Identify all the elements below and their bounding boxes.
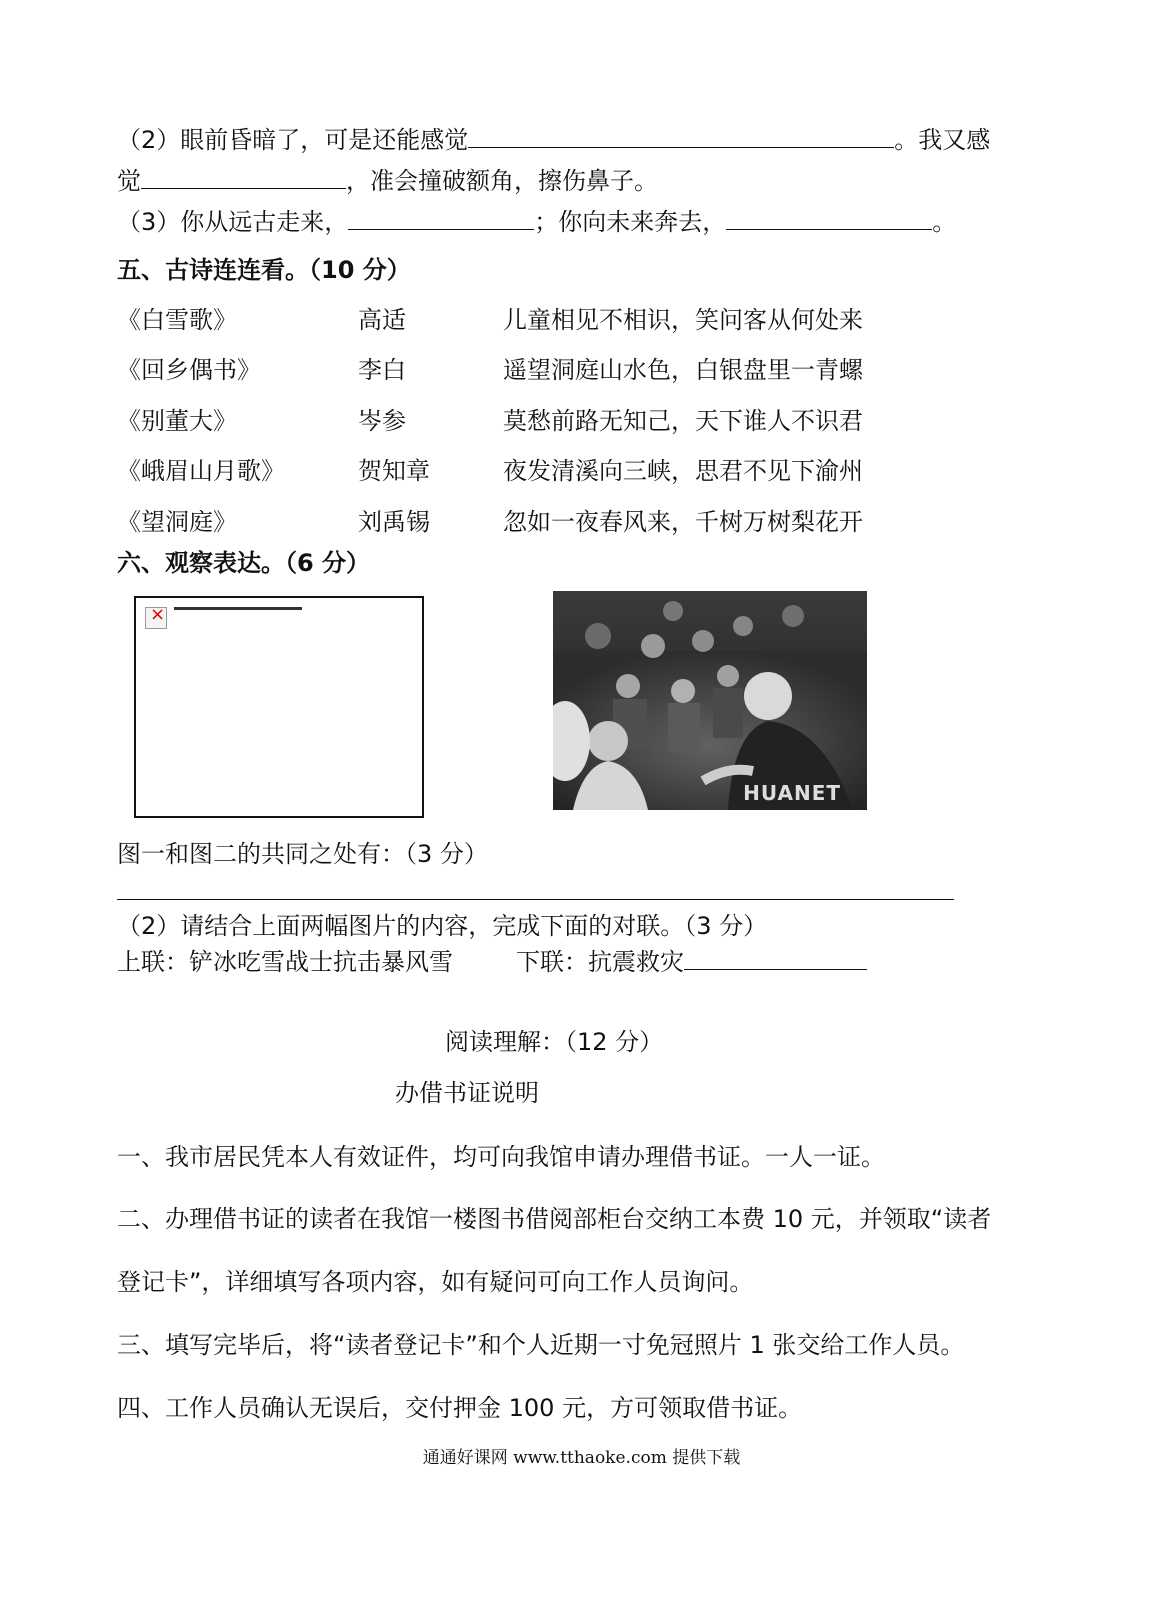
question-4-3 — [117, 205, 956, 239]
answer-blank[interactable] — [684, 945, 867, 970]
poem-author: 岑参 — [358, 407, 406, 435]
poem-verse: 莫愁前路无知己，天下谁人不识君 — [503, 407, 863, 435]
poem-author: 李白 — [358, 356, 406, 384]
answer-blank[interactable] — [348, 205, 534, 230]
poem-author: 贺知章 — [358, 457, 430, 485]
photo-2-image — [553, 591, 867, 810]
reading-item: 登记卡”，详细填写各项内容，如有疑问可向工作人员询问。 — [117, 1268, 754, 1296]
answer-blank[interactable] — [726, 205, 932, 230]
answer-blank[interactable] — [141, 164, 346, 189]
couplet-down-label: 下联：抗震救灾 — [516, 948, 684, 976]
section6-heading: 六、观察表达。（6 分） — [117, 549, 371, 577]
reading-title: 阅读理解：（12 分） — [445, 1028, 664, 1056]
poem-verse: 忽如一夜春风来，千树万树梨花开 — [503, 508, 863, 536]
question-6-1: 图一和图二的共同之处有：（3 分） — [117, 840, 488, 868]
poem-title: 《望洞庭》 — [117, 508, 237, 536]
reading-item: 三、填写完毕后，将“读者登记卡”和个人近期一寸免冠照片 1 张交给工作人员。 — [117, 1331, 965, 1359]
page-footer: 通通好课网 www.tthaoke.com 提供下载 — [422, 1448, 741, 1468]
q2-suffix: 。我又感 — [894, 126, 991, 154]
couplet-up: 上联：铲冰吃雪战士抗击暴风雪 — [117, 948, 453, 976]
poem-author: 刘禹锡 — [358, 508, 430, 536]
photo-watermark: HUANET — [743, 781, 841, 805]
answer-blank[interactable] — [468, 123, 894, 148]
poem-title: 《回乡偶书》 — [117, 356, 261, 384]
poem-verse: 夜发清溪向三峡，思君不见下渝州 — [503, 457, 863, 485]
q3-prefix: （3）你从远古走来， — [117, 208, 349, 236]
broken-image-icon — [145, 607, 167, 629]
reading-item: 一、我市居民凭本人有效证件，均可向我馆申请办理借书证。一人一证。 — [117, 1143, 885, 1171]
poem-verse: 儿童相见不相识，笑问客从何处来 — [503, 306, 863, 334]
couplet-down — [516, 945, 867, 979]
answer-line[interactable] — [117, 899, 954, 900]
reading-item: 二、办理借书证的读者在我馆一楼图书借阅部柜台交纳工本费 10 元，并领取“读者 — [117, 1205, 992, 1233]
q2-prefix: （2）眼前昏暗了，可是还能感觉 — [117, 126, 469, 154]
reading-subtitle: 办借书证说明 — [395, 1079, 539, 1107]
q2-line2-prefix: 觉 — [117, 167, 141, 195]
question-6-2: （2）请结合上面两幅图片的内容，完成下面的对联。（3 分） — [117, 912, 768, 940]
question-4-2-line2 — [117, 164, 658, 198]
poem-title: 《峨眉山月歌》 — [117, 457, 285, 485]
q3-end: 。 — [932, 208, 957, 236]
poem-author: 高适 — [358, 306, 406, 334]
poem-title: 《别董大》 — [117, 407, 237, 435]
image-placeholder-1 — [134, 596, 424, 818]
poem-verse: 遥望洞庭山水色，白银盘里一青螺 — [503, 356, 863, 384]
photo-2 — [553, 591, 867, 810]
q2-line2-suffix: ，准会撞破额角，擦伤鼻子。 — [346, 167, 658, 195]
question-4-2-line1 — [117, 123, 990, 157]
reading-item: 四、工作人员确认无误后，交付押金 100 元，方可领取借书证。 — [117, 1394, 803, 1422]
q3-mid: ；你向未来奔去， — [534, 208, 727, 236]
section5-heading: 五、古诗连连看。（10 分） — [117, 256, 411, 284]
poem-title: 《白雪歌》 — [117, 306, 237, 334]
placeholder-bar — [174, 607, 302, 610]
